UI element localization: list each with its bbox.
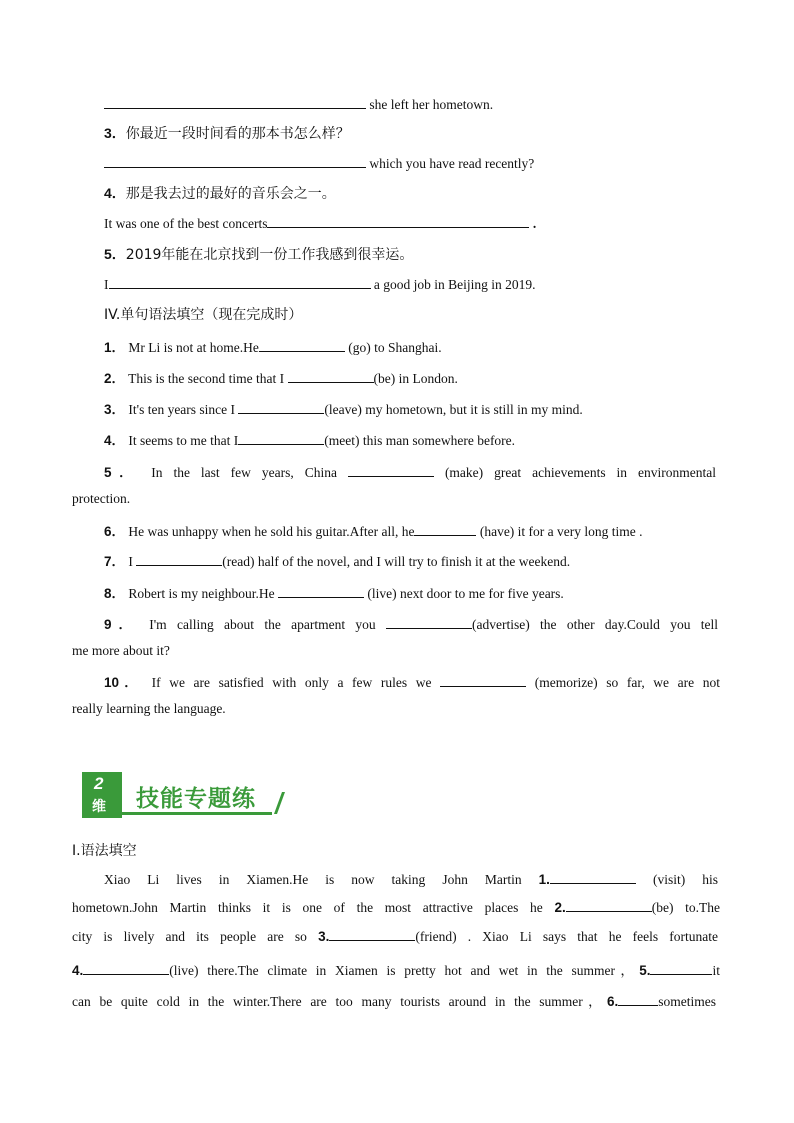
answer-blank[interactable] <box>267 215 529 228</box>
grammar-item-10-cont: really learning the language. <box>72 701 226 716</box>
answer-blank[interactable] <box>440 674 526 687</box>
sentence-text: I'm calling about the apartment you <box>149 617 376 632</box>
sentence-text: (memorize) so far, we are not <box>534 675 720 690</box>
answer-blank[interactable] <box>104 96 366 109</box>
question-number: 10． <box>104 675 143 690</box>
passage-text: can be quite cold in the winter.There are too many tourists around in the summer， <box>72 994 607 1009</box>
sentence-text: I <box>104 277 109 292</box>
question-number: 1． <box>104 340 126 355</box>
answer-blank[interactable] <box>278 585 364 598</box>
banner-number: 2 <box>94 774 104 793</box>
answer-blank[interactable] <box>288 370 374 383</box>
answer-blank[interactable] <box>650 962 712 975</box>
section-i-title: I.语法填空 <box>72 843 137 859</box>
question-number: 5． <box>104 246 126 262</box>
grammar-item-7 <box>104 550 724 570</box>
sentence-text: (have) it for a very long time . <box>479 524 643 539</box>
sentence-text: I <box>128 554 133 569</box>
answer-blank[interactable] <box>83 962 169 975</box>
translate-q4-answer <box>104 215 536 232</box>
grammar-item-1 <box>104 336 724 356</box>
answer-blank[interactable] <box>618 993 658 1006</box>
question-chinese: 2019年能在北京找到一份工作我感到很幸运。 <box>125 247 414 263</box>
sentence-text: It was one of the best concerts <box>104 216 268 231</box>
sentence-text: (read) half of the novel, and I will try to finish it at the weekend. <box>222 554 571 569</box>
blank-number: 6. <box>606 994 619 1009</box>
sentence-text: (go) to Shanghai. <box>348 340 442 355</box>
passage-text: (friend) . Xiao Li says that he feels fortunate <box>415 929 718 944</box>
grammar-item-5-cont: protection. <box>72 491 131 506</box>
sentence-text: (make) great achievements in environmental <box>444 465 717 480</box>
translate-q4 <box>104 183 336 203</box>
sentence-text: which you have read recently? <box>369 156 535 171</box>
sentence-text: (be) in London. <box>373 371 458 386</box>
sentence-text: a good job in Beijing in 2019. <box>373 277 536 292</box>
passage-text: Xiao Li lives in Xiamen.He is now taking John Martin <box>104 872 522 887</box>
answer-blank[interactable] <box>259 339 345 352</box>
banner-title: 技能专题练 <box>136 786 256 812</box>
question-number: 7． <box>104 554 126 569</box>
translate-q5 <box>104 244 413 264</box>
section-iv-title: IV.单句语法填空（现在完成时） <box>104 307 303 323</box>
answer-blank[interactable] <box>136 553 222 566</box>
question-number: 5． <box>104 465 141 480</box>
sentence-text: (leave) my hometown, but it is still in my mind. <box>324 402 583 417</box>
question-number: 4． <box>104 185 126 201</box>
sentence-text: (live) next door to me for five years. <box>367 586 564 601</box>
sentence-text: It seems to me that I <box>128 433 239 448</box>
question-chinese: 那是我去过的最好的音乐会之一。 <box>125 186 336 202</box>
sentence-text: This is the second time that I <box>128 371 285 386</box>
answer-blank[interactable] <box>104 155 366 168</box>
question-number: 3． <box>104 402 126 417</box>
answer-blank[interactable] <box>550 871 636 884</box>
question-chinese: 你最近一段时间看的那本书怎么样？ <box>125 126 350 142</box>
passage-text: sometimes <box>658 994 716 1009</box>
sentence-text: Mr Li is not at home.He <box>128 340 259 355</box>
grammar-item-9 <box>104 613 718 633</box>
sentence-text: (meet) this man somewhere before. <box>324 433 516 448</box>
answer-blank[interactable] <box>238 401 324 414</box>
answer-blank[interactable] <box>414 523 476 536</box>
sentence-text: If we are satisfied with only a few rules we <box>151 675 432 690</box>
sentence-period: . <box>532 216 537 231</box>
passage-text: hometown.John Martin thinks it is one of the most attractive places he <box>72 900 543 915</box>
question-number: 6． <box>104 524 126 539</box>
grammar-item-4 <box>104 429 724 449</box>
passage-text: it <box>712 963 720 978</box>
passage-line-2 <box>72 899 720 916</box>
blank-number: 1. <box>538 872 550 887</box>
grammar-item-2 <box>104 367 724 387</box>
translate-line-2 <box>104 96 493 113</box>
translate-q3-answer <box>104 155 534 172</box>
sentence-text: In the last few years, China <box>151 465 337 480</box>
answer-blank[interactable] <box>566 899 652 912</box>
grammar-item-10 <box>104 671 720 691</box>
banner-sub: 维 <box>92 799 106 815</box>
passage-line-5 <box>72 990 716 1010</box>
passage-text: (live) there.The climate in Xiamen is pretty hot and wet in the summer， <box>169 963 640 978</box>
question-number: 8． <box>104 586 126 601</box>
answer-blank[interactable] <box>329 928 415 941</box>
answer-blank[interactable] <box>109 276 371 289</box>
banner-badge <box>82 772 122 818</box>
blank-number: 2. <box>554 900 566 915</box>
question-number: 2． <box>104 371 126 386</box>
grammar-item-6 <box>104 520 724 540</box>
grammar-item-5 <box>104 461 716 481</box>
question-number: 3． <box>104 125 126 141</box>
grammar-item-3 <box>104 398 724 418</box>
answer-blank[interactable] <box>348 464 434 477</box>
passage-text: (visit) his <box>652 872 718 887</box>
blank-number: 5. <box>639 963 651 978</box>
passage-text: (be) to.The <box>651 900 720 915</box>
sentence-text: she left her hometown. <box>369 97 494 112</box>
sentence-text: (advertise) the other day.Could you tell <box>472 617 719 632</box>
answer-blank[interactable] <box>386 616 472 629</box>
blank-number: 3. <box>318 929 330 944</box>
passage-text: city is lively and its people are so <box>72 929 307 944</box>
passage-line-4 <box>72 959 720 979</box>
grammar-item-9-cont: me more about it? <box>72 643 170 658</box>
sentence-text: He was unhappy when he sold his guitar.After all, he <box>128 524 415 539</box>
passage-line-1 <box>104 871 718 888</box>
passage-line-3 <box>72 928 718 945</box>
sentence-text: Robert is my neighbour.He <box>128 586 275 601</box>
blank-number: 4. <box>72 963 84 978</box>
question-number: 9． <box>104 617 139 632</box>
translate-q5-answer <box>104 276 536 293</box>
sentence-text: It's ten years since I <box>128 402 236 417</box>
grammar-item-8 <box>104 582 724 602</box>
translate-q3 <box>104 123 350 143</box>
answer-blank[interactable] <box>238 432 324 445</box>
question-number: 4． <box>104 433 126 448</box>
section-banner <box>82 772 278 818</box>
